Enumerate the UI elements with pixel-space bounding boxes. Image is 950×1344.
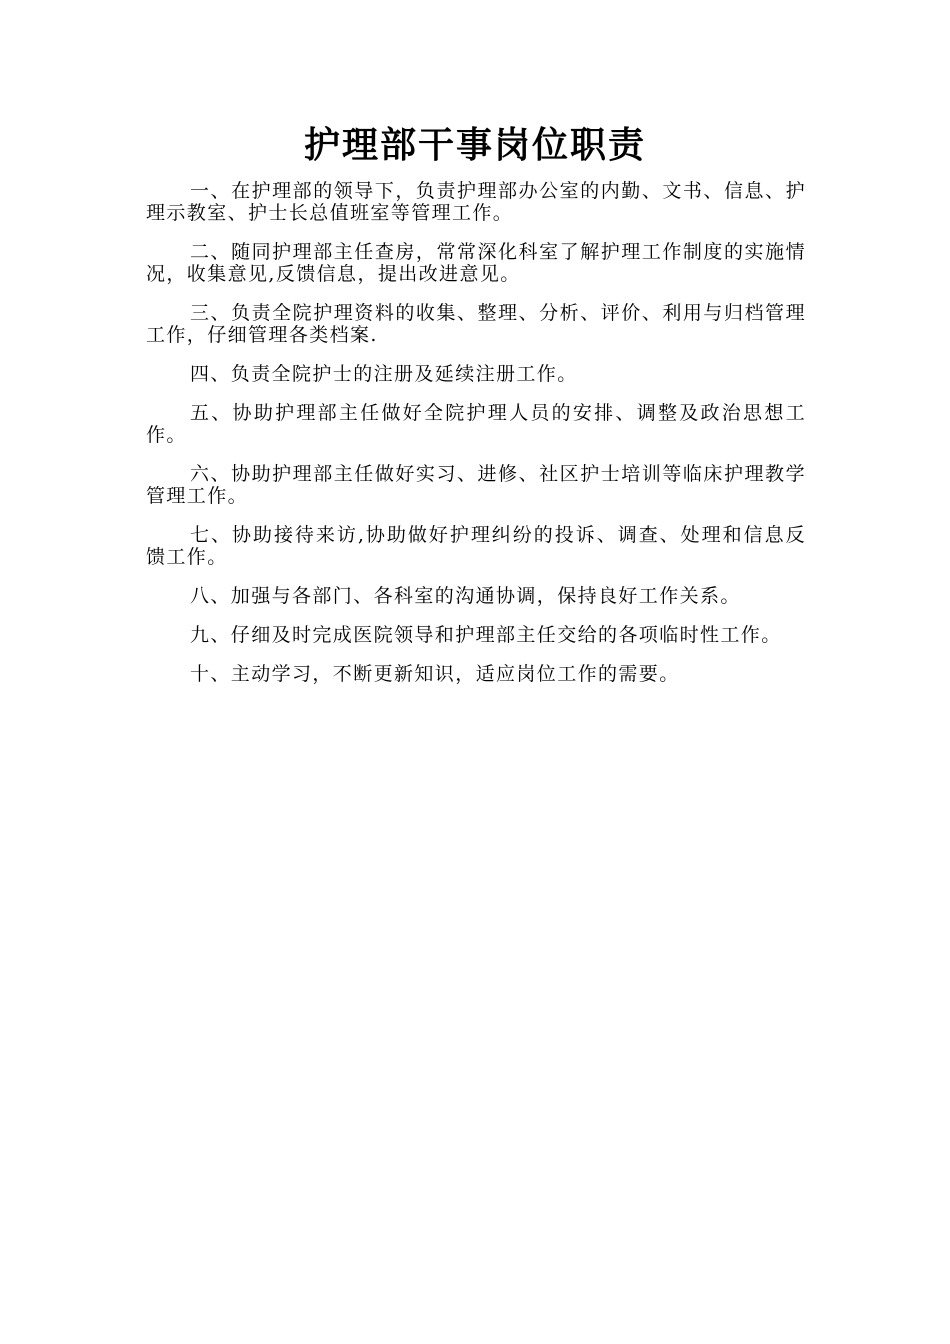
duty-paragraph-5: 五、协助护理部主任做好全院护理人员的安排、调整及政治思想工作。 [146,402,806,446]
duty-paragraph-7: 七、协助接待来访,协助做好护理纠纷的投诉、调查、处理和信息反馈工作。 [146,524,806,568]
duty-paragraph-1: 一、在护理部的领导下，负责护理部办公室的内勤、文书、信息、护理示教室、护士长总值班室等管理工作。 [146,180,806,224]
duty-paragraph-8: 八、加强与各部门、各科室的沟通协调，保持良好工作关系。 [190,585,741,607]
document-title: 护理部干事岗位职责 [303,125,646,166]
duty-paragraph-9: 九、仔细及时完成医院领导和护理部主任交给的各项临时性工作。 [190,624,782,646]
duty-paragraph-2: 二、随同护理部主任查房，常常深化科室了解护理工作制度的实施情况，收集意见,反馈信息，提出改进意见。 [146,241,806,285]
duty-paragraph-3: 三、负责全院护理资料的收集、整理、分析、评价、利用与归档管理工作，仔细管理各类档案. [146,302,806,346]
duty-paragraph-4: 四、负责全院护士的注册及延续注册工作。 [190,363,578,385]
duty-paragraph-6: 六、协助护理部主任做好实习、进修、社区护士培训等临床护理教学管理工作。 [146,463,806,507]
document-body [146,180,806,702]
duty-paragraph-10: 十、主动学习，不断更新知识，适应岗位工作的需要。 [190,663,680,685]
